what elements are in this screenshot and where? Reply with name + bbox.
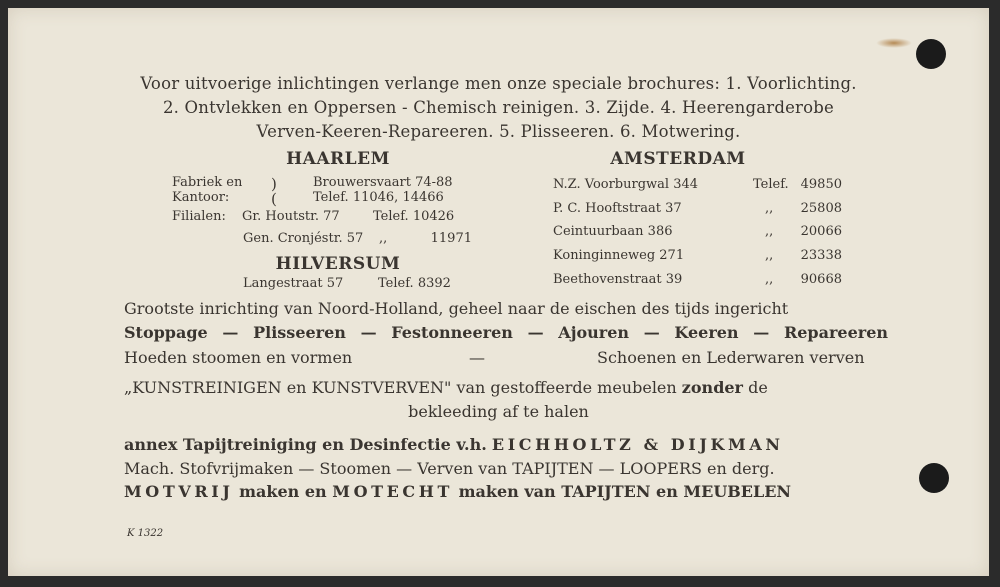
services-line-2	[124, 323, 888, 342]
amsterdam-row-address: Ceintuurbaan 386	[553, 224, 673, 239]
haarlem-phone: Telef. 11046, 14466	[313, 190, 444, 205]
amsterdam-row-label: ,,	[765, 201, 774, 216]
amsterdam-row-label: ,,	[765, 224, 774, 239]
hilversum-title: HILVERSUM	[275, 254, 401, 274]
services-line-8	[124, 482, 791, 501]
filiaal-2-phone: 11971	[430, 231, 472, 246]
services-line-3-dash: —	[469, 348, 485, 367]
services-line-1: Grootste inrichting van Noord-Holland, geheel naar de eischen des tijds ingericht	[124, 299, 789, 318]
service-dash: —	[527, 323, 544, 342]
motecht-text: MOTECHT	[332, 482, 453, 501]
amsterdam-row-address: Beethovenstraat 39	[553, 272, 683, 287]
maken-en-text: maken en	[239, 482, 327, 501]
punch-hole-bottom	[919, 463, 949, 493]
service-keeren: Keeren	[674, 323, 739, 342]
hilversum-phone: Telef. 8392	[378, 276, 451, 291]
filialen-label: Filialen:	[172, 209, 226, 224]
intro-line-2: 2. Ontvlekken en Oppersen - Chemisch reinigen. 3. Zijde. 4. Heerengarderobe	[162, 98, 835, 117]
service-dash: —	[360, 323, 377, 342]
brace-bottom: )	[271, 190, 277, 208]
kunstreinigen-text: „KUNSTREINIGEN en KUNSTVERVEN" van gestoffeerde meubelen	[124, 378, 677, 397]
amsterdam-title: AMSTERDAM	[610, 149, 746, 169]
eichholtz-dijkman: EICHHOLTZ & DIJKMAN	[491, 435, 784, 454]
printed-card	[8, 8, 989, 576]
filiaal-2-address: Gen. Cronjéstr. 57	[243, 231, 364, 246]
haarlem-title: HAARLEM	[286, 149, 390, 169]
motvrij-text: MOTVRIJ	[124, 482, 234, 501]
annex-text: annex Tapijtreiniging en Desinfectie v.h.	[124, 435, 487, 454]
service-dash: —	[753, 323, 770, 342]
amsterdam-row-label: ,,	[765, 248, 774, 263]
amsterdam-row-address: Koninginneweg 271	[553, 248, 685, 263]
haarlem-label-kantoor: Kantoor:	[172, 190, 230, 205]
amsterdam-row-address: P. C. Hooftstraat 37	[553, 201, 682, 216]
services-line-3-right: Schoenen en Lederwaren verven	[597, 348, 865, 367]
stain-mark	[876, 38, 912, 48]
services-line-7: Mach. Stofvrijmaken — Stoomen — Verven van TAPIJTEN — LOOPERS en derg.	[124, 459, 775, 478]
amsterdam-row-phone: 49850	[800, 177, 842, 192]
filiaal-1-address: Gr. Houtstr. 77	[242, 209, 340, 224]
services-line-3-left: Hoeden stoomen en vormen	[124, 348, 353, 367]
haarlem-address: Brouwersvaart 74-88	[313, 175, 453, 190]
amsterdam-row-phone: 25808	[800, 201, 842, 216]
amsterdam-row-phone: 23338	[800, 248, 842, 263]
de-text: de	[748, 378, 768, 397]
filiaal-2-ditto: ,,	[379, 231, 388, 246]
service-festonneeren: Festonneeren	[391, 323, 513, 342]
hilversum-address: Langestraat 57	[243, 276, 344, 291]
services-line-4	[124, 378, 768, 397]
zonder-text: zonder	[681, 378, 743, 397]
service-ajouren: Ajouren	[558, 323, 630, 342]
services-line-5: bekleeding af te halen	[408, 402, 589, 421]
haarlem-label-fabriek: Fabriek en	[172, 175, 243, 190]
brace-top: )	[271, 175, 277, 193]
maken-van-text: maken van TAPIJTEN en MEUBELEN	[458, 482, 792, 501]
print-code: K 1322	[127, 528, 164, 539]
filiaal-1-phone: Telef. 10426	[373, 209, 455, 224]
service-dash: —	[222, 323, 239, 342]
intro-line-3: Verven-Keeren-Repareeren. 5. Plisseeren. 6. Motwering.	[256, 122, 741, 141]
service-plisseeren: Plisseeren	[253, 323, 346, 342]
service-dash: —	[643, 323, 660, 342]
amsterdam-row-label: ,,	[765, 272, 774, 287]
service-stoppage: Stoppage	[124, 323, 208, 342]
amsterdam-row-phone: 90668	[800, 272, 842, 287]
service-repareeren: Repareeren	[783, 323, 888, 342]
amsterdam-row-address: N.Z. Voorburgwal 344	[553, 177, 699, 192]
services-line-6	[124, 435, 784, 454]
intro-line-1: Voor uitvoerige inlichtingen verlange men onze speciale brochures: 1. Voorlichting.	[140, 74, 857, 93]
amsterdam-row-phone: 20066	[800, 224, 842, 239]
amsterdam-row-label: Telef.	[753, 177, 789, 192]
punch-hole-top	[916, 39, 946, 69]
